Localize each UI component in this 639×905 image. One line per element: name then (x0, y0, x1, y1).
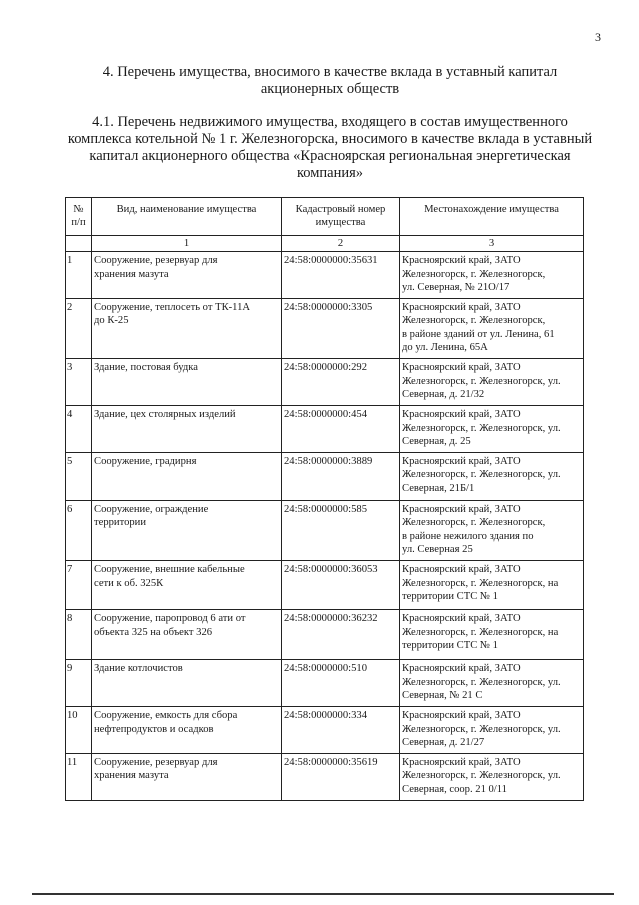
property-location-line: Железногорск, г. Железногорск, (402, 315, 546, 327)
cadastral-number: 24:58:0000000:3305 (282, 299, 400, 359)
property-name-line: Здание, постовая будка (94, 362, 198, 374)
property-name-line: нефтепродуктов и осадков (94, 723, 214, 735)
property-location-line: Железногорск, г. Железногорск, (402, 268, 546, 280)
property-location-line: Красноярский край, ЗАТО (402, 710, 521, 722)
table-body (66, 252, 584, 801)
table-row (66, 707, 584, 754)
property-location-line: территории СТС № 1 (402, 639, 498, 651)
property-location-line: Красноярский край, ЗАТО (402, 663, 521, 675)
table-row (66, 561, 584, 610)
table-row (66, 610, 584, 660)
property-location-line: в районе нежилого здания по (402, 530, 534, 542)
property-name-line: Сооружение, паропровод 6 ати от (94, 613, 246, 625)
property-location-line: Северная, соор. 21 0/11 (402, 783, 507, 795)
property-name (92, 610, 282, 660)
property-location-line: ул. Северная, № 21О/17 (402, 281, 510, 293)
property-name-line: до К-25 (94, 315, 129, 327)
property-location (400, 707, 584, 754)
section-subtitle: 4.1. Перечень недвижимого имущества, входящего в состав имущественного комплекса котельной № 1 г. Железногорска, вносимого в качестве вклада в уставный капитал акционерного общества «Красноярская региональная энергетическая компания» (67, 114, 593, 181)
property-location-line: в районе зданий от ул. Ленина, 61 (402, 328, 555, 340)
property-location-line: Железногорск, г. Железногорск, на (402, 626, 559, 638)
header-location: Местонахождение имущества (400, 198, 584, 236)
property-name-line: Здание котлочистов (94, 663, 183, 675)
cadastral-number: 24:58:0000000:35619 (282, 754, 400, 801)
header-number: № п/п (66, 198, 92, 236)
property-name-line: Сооружение, резервуар для (94, 255, 218, 267)
property-location-line: Железногорск, г. Железногорск, ул. (402, 770, 561, 782)
property-location-line: Северная, д. 21/32 (402, 388, 485, 400)
property-name-line: Сооружение, градирня (94, 456, 197, 468)
column-number-row (66, 236, 584, 252)
property-location-line: Северная, д. 21/27 (402, 736, 485, 748)
bottom-rule (32, 893, 614, 895)
property-location-line: Красноярский край, ЗАТО (402, 409, 521, 421)
property-location-line: Красноярский край, ЗАТО (402, 362, 521, 374)
property-location (400, 561, 584, 610)
header-cadastre: Кадастровый номер имущества (282, 198, 400, 236)
row-number: 7 (66, 561, 92, 610)
property-location-line: Красноярский край, ЗАТО (402, 613, 521, 625)
property-location (400, 501, 584, 561)
property-location-line: Железногорск, г. Железногорск, ул. (402, 422, 561, 434)
property-table (65, 197, 584, 801)
row-number: 8 (66, 610, 92, 660)
property-name-line: Сооружение, теплосеть от ТК-11А (94, 302, 251, 314)
cadastral-number: 24:58:0000000:334 (282, 707, 400, 754)
column-number-blank (66, 236, 92, 252)
property-location-line: Красноярский край, ЗАТО (402, 504, 521, 516)
property-location-line: Железногорск, г. Железногорск, ул. (402, 375, 561, 387)
cadastral-number: 24:58:0000000:510 (282, 660, 400, 707)
property-location-line: Красноярский край, ЗАТО (402, 302, 521, 314)
property-location (400, 610, 584, 660)
property-location-line: Северная, д. 25 (402, 435, 471, 447)
row-number: 2 (66, 299, 92, 359)
property-name (92, 453, 282, 501)
property-location-line: до ул. Ленина, 65А (402, 342, 488, 354)
table-row (66, 252, 584, 299)
table-row (66, 501, 584, 561)
row-number: 4 (66, 406, 92, 453)
column-number: 3 (400, 236, 584, 252)
property-location-line: Железногорск, г. Железногорск, ул. (402, 723, 561, 735)
row-number: 1 (66, 252, 92, 299)
property-location-line: Красноярский край, ЗАТО (402, 564, 521, 576)
property-name (92, 754, 282, 801)
cadastral-number: 24:58:0000000:35631 (282, 252, 400, 299)
column-number: 2 (282, 236, 400, 252)
property-name (92, 299, 282, 359)
property-location-line: ул. Северная 25 (402, 544, 473, 556)
page-number: 3 (595, 30, 601, 44)
table-row (66, 299, 584, 359)
cadastral-number: 24:58:0000000:36053 (282, 561, 400, 610)
property-location-line: Железногорск, г. Железногорск, ул. (402, 676, 561, 688)
row-number: 9 (66, 660, 92, 707)
cadastral-number: 24:58:0000000:36232 (282, 610, 400, 660)
property-location (400, 359, 584, 406)
row-number: 10 (66, 707, 92, 754)
row-number: 5 (66, 453, 92, 501)
property-location (400, 406, 584, 453)
property-location (400, 660, 584, 707)
table-row (66, 406, 584, 453)
property-name-line: хранения мазута (94, 770, 169, 782)
table-header-row (66, 198, 584, 236)
cadastral-number: 24:58:0000000:585 (282, 501, 400, 561)
property-name (92, 501, 282, 561)
property-location-line: Железногорск, г. Железногорск, на (402, 577, 559, 589)
property-location-line: Красноярский край, ЗАТО (402, 456, 521, 468)
table-row (66, 453, 584, 501)
property-location-line: территории СТС № 1 (402, 590, 498, 602)
table-row (66, 754, 584, 801)
property-name (92, 561, 282, 610)
property-name-line: сети к об. 325К (94, 577, 164, 589)
property-name (92, 359, 282, 406)
property-name-line: объекта 325 на объект 326 (94, 626, 213, 638)
property-location-line: Красноярский край, ЗАТО (402, 255, 521, 267)
column-number: 1 (92, 236, 282, 252)
property-location-line: Железногорск, г. Железногорск, ул. (402, 469, 561, 481)
property-location (400, 453, 584, 501)
row-number: 3 (66, 359, 92, 406)
property-name-line: Сооружение, резервуар для (94, 757, 218, 769)
property-name (92, 252, 282, 299)
property-location-line: Северная, № 21 С (402, 689, 483, 701)
property-name-line: Сооружение, емкость для сбора (94, 710, 238, 722)
property-location (400, 754, 584, 801)
table-row (66, 359, 584, 406)
header-name: Вид, наименование имущества (92, 198, 282, 236)
property-name-line: Здание, цех столярных изделий (94, 409, 236, 421)
property-location-line: Железногорск, г. Железногорск, (402, 517, 546, 529)
property-location (400, 252, 584, 299)
section-title: 4. Перечень имущества, вносимого в качестве вклада в уставный капитал акционерных обществ (102, 64, 558, 97)
row-number: 6 (66, 501, 92, 561)
table-row (66, 660, 584, 707)
property-name-line: хранения мазута (94, 268, 169, 280)
property-location-line: Северная, 21Б/1 (402, 482, 475, 494)
cadastral-number: 24:58:0000000:292 (282, 359, 400, 406)
property-name-line: Сооружение, внешние кабельные (94, 564, 245, 576)
cadastral-number: 24:58:0000000:454 (282, 406, 400, 453)
cadastral-number: 24:58:0000000:3889 (282, 453, 400, 501)
property-location (400, 299, 584, 359)
property-name (92, 406, 282, 453)
property-name (92, 707, 282, 754)
property-name (92, 660, 282, 707)
property-location-line: Красноярский край, ЗАТО (402, 757, 521, 769)
row-number: 11 (66, 754, 92, 801)
property-name-line: территории (94, 517, 147, 529)
property-name-line: Сооружение, ограждение (94, 504, 209, 516)
